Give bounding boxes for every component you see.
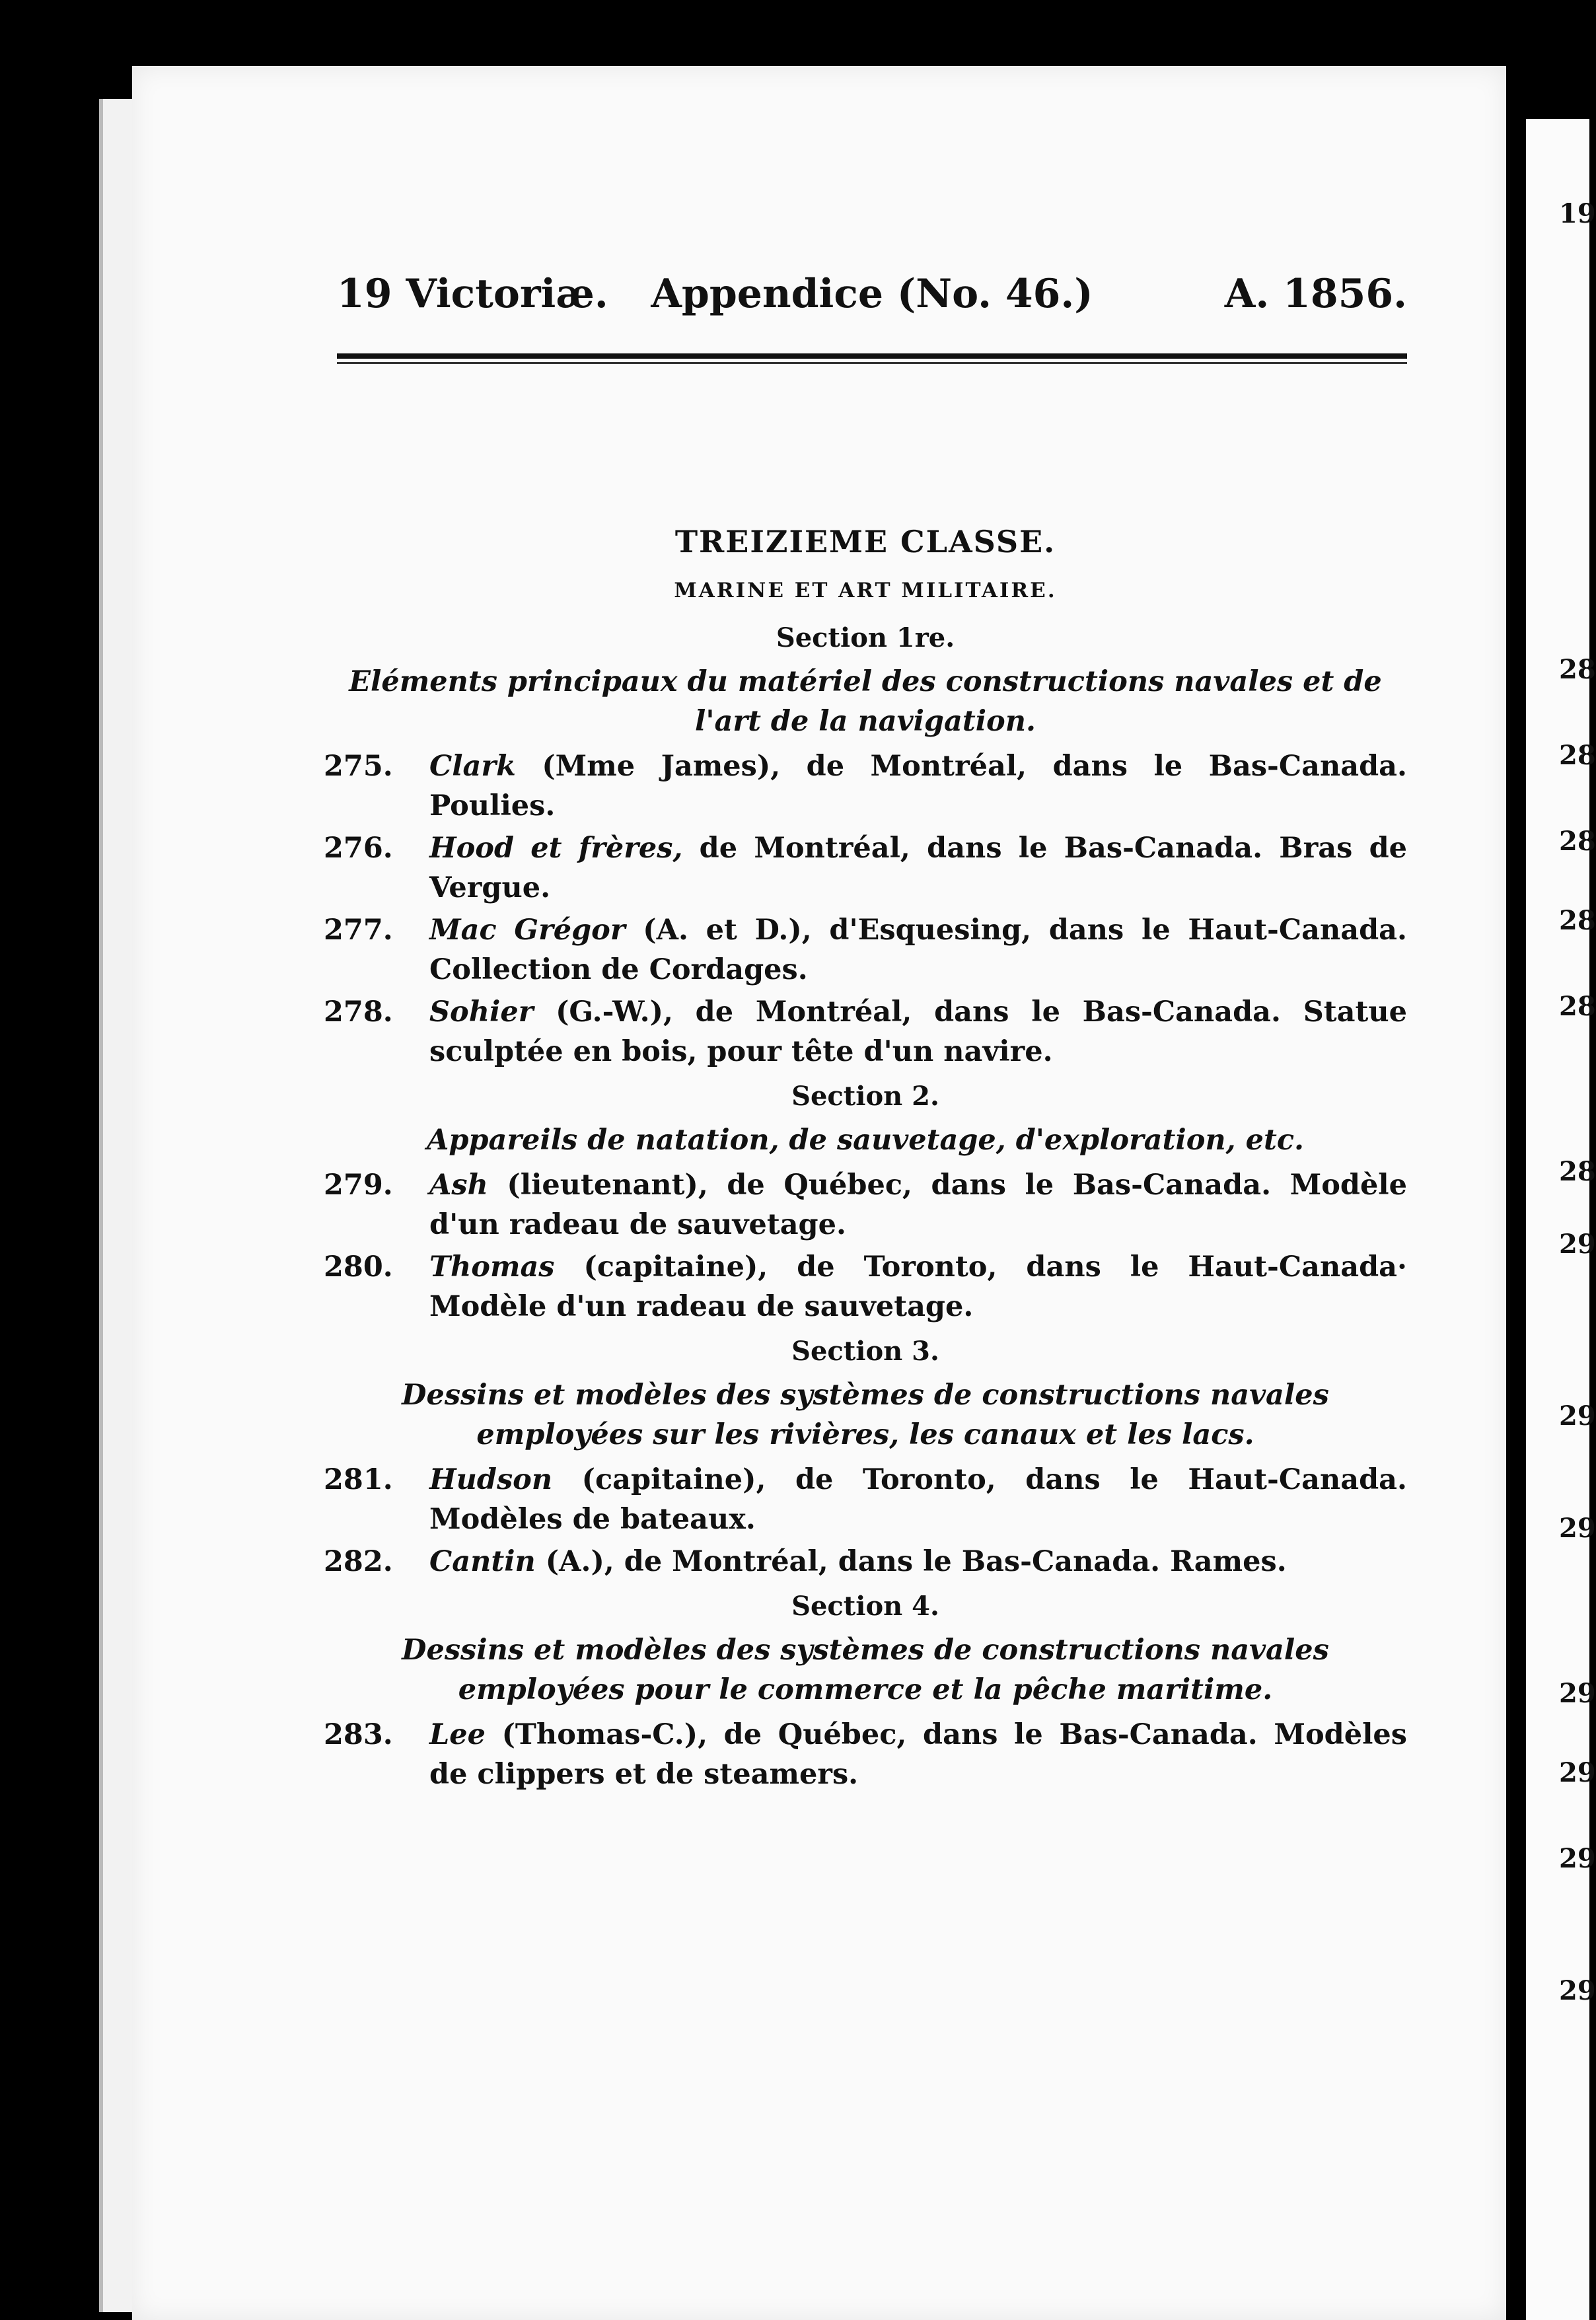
- class-title: TREIZIEME CLASSE.: [674, 524, 1056, 560]
- section-description: Appareils de natation, de sauvetage, d'exploration, etc.: [427, 1124, 1304, 1157]
- section-title: Section 1re.: [776, 622, 955, 653]
- exhibit-entry: [324, 1542, 1407, 1581]
- exhibitor-name: Ash: [429, 1169, 488, 1202]
- adjacent-entry-number: 29: [1559, 1400, 1596, 1432]
- entry-number: 276.: [324, 832, 393, 865]
- exhibitor-name: Mac Grégor: [429, 914, 626, 947]
- adjacent-entry-number: 28: [1559, 905, 1596, 936]
- entry-text: (lieutenant), de Québec, dans le Bas-Canada. Modèle d'un radeau de sauvetage.: [429, 1169, 1407, 1241]
- exhibit-entry: [324, 910, 1407, 990]
- adjacent-page-header: 19: [1559, 198, 1596, 229]
- section-block: [324, 1332, 1407, 1581]
- exhibitor-name: Clark: [429, 750, 516, 783]
- entry-text: (A.), de Montréal, dans le Bas-Canada. Rames.: [535, 1545, 1287, 1578]
- entry-text: (capitaine), de Toronto, dans le Haut-Canada· Modèle d'un radeau de sauvetage.: [429, 1251, 1407, 1323]
- entry-text: de Montréal, dans le Bas-Canada. Bras de Vergue.: [429, 832, 1407, 904]
- exhibitor-name: Sohier: [429, 996, 534, 1029]
- adjacent-entry-number: 28: [1559, 654, 1596, 685]
- header-appendix: Appendice (No. 46.): [651, 271, 1093, 317]
- header-rule: [337, 353, 1407, 359]
- adjacent-entry-number: 29: [1559, 1513, 1596, 1544]
- adjacent-page-fragment: [1526, 119, 1596, 2320]
- exhibit-entry: [324, 1165, 1407, 1245]
- entry-number: 278.: [324, 996, 393, 1029]
- section-description: Eléments principaux du matériel des constructions navales et de l'art de la navigation.: [349, 665, 1382, 738]
- entry-number: 277.: [324, 914, 393, 947]
- adjacent-entry-number: 28: [1559, 826, 1596, 857]
- adjacent-entry-number: 29: [1559, 1975, 1596, 2006]
- exhibitor-name: Thomas: [429, 1251, 555, 1284]
- exhibitor-name: Lee: [429, 1718, 486, 1751]
- section-description: Dessins et modèles des systèmes de constructions navales employées sur les rivières, les canaux et les lacs.: [402, 1379, 1329, 1451]
- entry-number: 275.: [324, 750, 393, 783]
- adjacent-entry-number: 29: [1559, 1678, 1596, 1709]
- section-title: Section 2.: [791, 1081, 939, 1112]
- entry-text: (capitaine), de Toronto, dans le Haut-Canada. Modèles de bateaux.: [429, 1463, 1407, 1536]
- entry-number: 280.: [324, 1251, 393, 1284]
- entry-text: (Thomas-C.), de Québec, dans le Bas-Canada. Modèles de clippers et de steamers.: [429, 1718, 1407, 1791]
- exhibit-entry: [324, 1715, 1407, 1794]
- section-block: [324, 618, 1407, 1071]
- section-title: Section 3.: [791, 1336, 939, 1367]
- exhibit-entry: [324, 746, 1407, 826]
- entry-number: 281.: [324, 1463, 393, 1496]
- exhibit-entry: [324, 1247, 1407, 1326]
- exhibitor-name: Hudson: [429, 1463, 553, 1496]
- exhibit-entry: [324, 1460, 1407, 1539]
- exhibitor-name: Cantin: [429, 1545, 536, 1578]
- section-description: Dessins et modèles des systèmes de constructions navales employées pour le commerce et la pêche maritime.: [402, 1634, 1329, 1706]
- header-rule-thin: [337, 362, 1407, 364]
- adjacent-entry-number: 28: [1559, 1156, 1596, 1187]
- adjacent-entry-number: 28: [1559, 740, 1596, 771]
- header-reign: 19 Victoriæ.: [337, 271, 608, 317]
- entry-number: 283.: [324, 1718, 393, 1751]
- adjacent-entry-number: 29: [1559, 1843, 1596, 1874]
- scan-left-border: [0, 0, 99, 2320]
- header-year: A. 1856.: [1224, 271, 1407, 317]
- running-header: [337, 271, 1407, 324]
- section-block: [324, 1077, 1407, 1326]
- sections-container: [324, 618, 1407, 1794]
- section-title: Section 4.: [791, 1591, 939, 1622]
- entry-number: 282.: [324, 1545, 393, 1578]
- entry-text: (Mme James), de Montréal, dans le Bas-Canada. Poulies.: [429, 750, 1407, 822]
- adjacent-entry-number: 29: [1559, 1757, 1596, 1788]
- adjacent-entry-number: 29: [1559, 1229, 1596, 1260]
- exhibitor-name: Hood et frères,: [429, 832, 683, 865]
- entry-text: (A. et D.), d'Esquesing, dans le Haut-Canada. Collection de Cordages.: [429, 914, 1408, 986]
- exhibit-entry: [324, 828, 1407, 908]
- exhibit-entry: [324, 992, 1407, 1071]
- class-subtitle: MARINE ET ART MILITAIRE.: [674, 579, 1057, 602]
- adjacent-entry-number: 28: [1559, 991, 1596, 1022]
- entry-number: 279.: [324, 1169, 393, 1202]
- page-body: [324, 522, 1407, 1797]
- section-block: [324, 1587, 1407, 1794]
- entry-text: (G.-W.), de Montréal, dans le Bas-Canada. Statue sculptée en bois, pour tête d'un navire.: [429, 996, 1407, 1068]
